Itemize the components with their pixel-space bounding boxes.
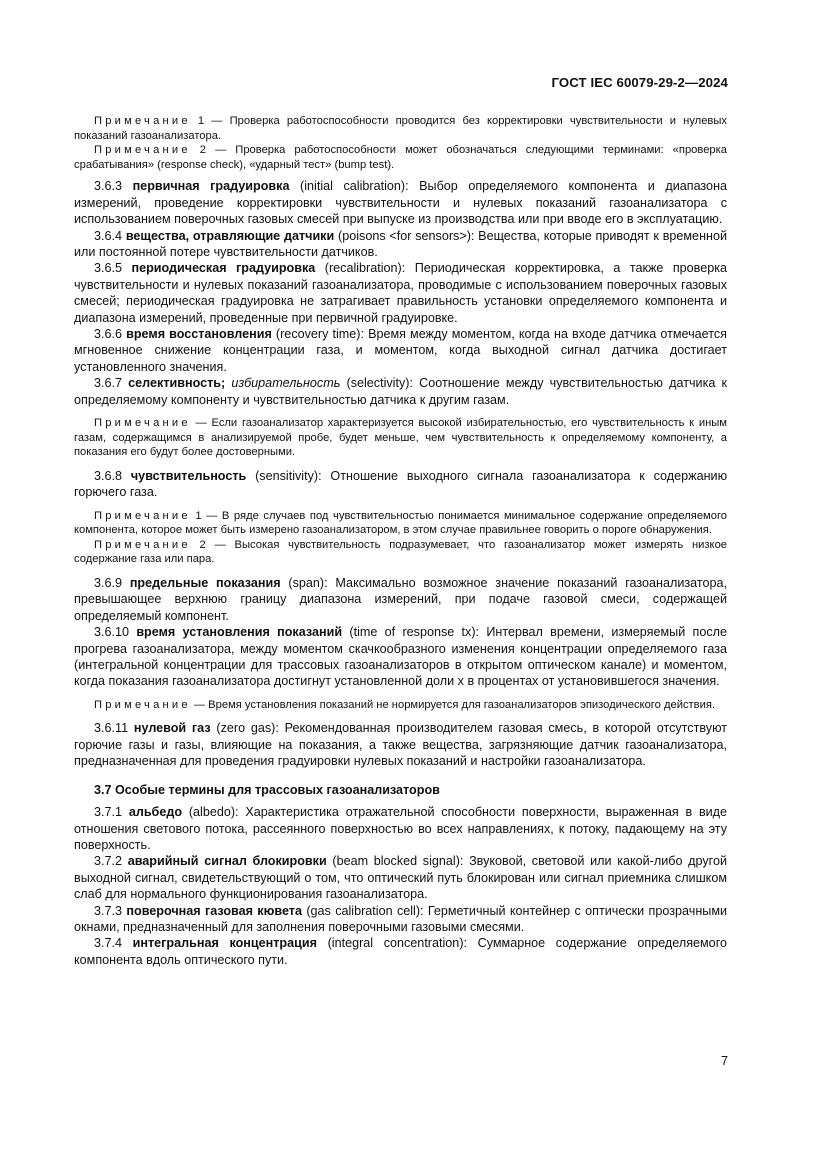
notes-top (74, 114, 727, 172)
page-number: 7 (720, 1054, 728, 1068)
term-name: предельные показания (129, 576, 281, 591)
note-367 (74, 416, 727, 460)
term-368 (74, 468, 727, 501)
terms-group-c (74, 804, 727, 968)
term-paragraph: 3.6.9 предельные показания (span): Максимально возможное значение показаний газоанализатора, превышающее верхнюю границу диапазона измерений, при подаче газовой смеси, содержащей определяемый компонент. (74, 576, 728, 623)
term-name: первичная градуировка (132, 179, 290, 194)
note-label: Примечание (94, 417, 191, 430)
term-name: селективность; (128, 376, 226, 391)
note-label: Примечание (94, 144, 191, 157)
term-paragraph: 3.7.1 альбедо (albedo): Характеристика отражательной способности поверхности, выраженная в виде отношения светового потока, рассеянного поверхностью во всех направлениях, к потоку, падающему на эту поверхность. (74, 805, 728, 852)
note-label: Примечание (94, 538, 191, 551)
page-content (74, 114, 727, 968)
section-heading: 3.7 Особые термины для трассовых газоанализаторов (94, 782, 440, 797)
term-paragraph: 3.6.6 время восстановления (recovery time): Время между моментом, когда на входе датчика отмечается мгновенное снижение концентрации газа, и моментом, когда выходной сигнал датчика достигает установленного значения. (74, 327, 727, 374)
term-paragraph: 3.6.10 время установления показаний (time of response tx): Интервал времени, измеряемый после прогрева газоанализатора, между моментом скачкообразного изменения концентрации определяемого газа (интегральной концентрации для трассовых газоанализаторов в открытом оптическом канале) и моментом, когда показания газоанализатора достигнут установленной доли x в процентах от установившегося значения. (74, 625, 727, 689)
term-name: чувствительность (130, 468, 247, 483)
term-name: интегральная концентрация (132, 936, 317, 951)
note-label: Примечание (94, 509, 191, 522)
term-3611 (74, 720, 727, 769)
terms-group-a (74, 178, 727, 408)
note: Примечание — Время установления показаний не нормируется для газоанализаторов эпизодического действия. (94, 698, 716, 711)
term-name: время восстановления (126, 327, 272, 342)
note: Примечание — Если газоанализатор характеризуется высокой избирательностью, его чувствительность к иным газам, содержащимся в анализируемой пробе, будет меньше, чем чувствительность к определяемому компоненту, а показания его будут более достоверными. (74, 417, 727, 459)
term-paragraph: 3.6.4 вещества, отравляющие датчики (poisons <for sensors>): Вещества, которые приводят к временной или постоянной потере чувствительности датчиков. (74, 228, 728, 259)
term-paragraph: 3.6.7 селективность; избирательность (selectivity): Соотношение между чувствительностью датчика к определяемому компоненту и чувствительностью датчика к другим газам. (74, 376, 728, 407)
term-name: аварийный сигнал блокировки (127, 854, 327, 869)
term-name: нулевой газ (133, 721, 211, 736)
term-alt-name: избирательность (231, 376, 341, 391)
term-name: поверочная газовая кювета (126, 903, 302, 918)
term-paragraph: 3.6.11 нулевой газ (zero gas): Рекомендованная производителем газовая смесь, в которой отсутствуют горючие газы и газы, влияющие на показания, а также вещества, загрязняющие датчик газоанализатора, предназначенная для проведения градуировки нулевых показаний и настройки газоанализатора. (74, 721, 728, 769)
term-name: вещества, отравляющие датчики (125, 228, 335, 243)
terms-group-b (74, 575, 727, 690)
term-paragraph: 3.7.4 интегральная концентрация (integral concentration): Суммарное содержание определяемого компонента вдоль оптического пути. (74, 936, 728, 967)
term-paragraph: 3.7.2 аварийный сигнал блокировки (beam blocked signal): Звуковой, световой или какой-либо другой выходной сигнал, свидетельствующий о том, что оптический путь блокирован или сигнал приемника слишком слаб для нормального функционирования газоанализатора. (74, 854, 727, 902)
term-name: время установления показаний (136, 625, 343, 640)
note: Примечание 2 — Проверка работоспособности может обозначаться следующими терминами: «проверка срабатывания» (response check), «ударный тест» (bump test). (74, 144, 728, 171)
term-paragraph: 3.7.3 поверочная газовая кювета (gas calibration cell): Герметичный контейнер с оптически прозрачными окнами, предназначенный для заполнения поверочными газовыми смесями. (74, 903, 728, 934)
document-header-id: ГОСТ IEC 60079-29-2—2024 (551, 75, 728, 90)
note: Примечание 1 — Проверка работоспособности проводится без корректировки чувствительности и нулевых показаний газоанализатора. (74, 115, 728, 142)
note-label: Примечание (94, 698, 191, 711)
note-label: Примечание (94, 115, 191, 127)
term-paragraph: 3.6.3 первичная градуировка (initial calibration): Выбор определяемого компонента и диапазона измерений, проведение корректировки чувствительности и нулевых показаний газоанализатора с использованием поверочных газовых смесей при выпуске из производства или при вводе его в эксплуатацию. (74, 179, 728, 227)
notes-368 (74, 509, 727, 567)
term-name: периодическая градуировка (131, 261, 316, 276)
term-paragraph: 3.6.5 периодическая градуировка (recalibration): Периодическая корректировка, а также проверка чувствительности и нулевых показаний газоанализатора, проводимые с использованием поверочных газовых смесей; периодическая градуировка не затрагивает правильность установки определяемого компонента и диапазона измерений, проведенные при первичной градуировке. (74, 261, 728, 325)
note: Примечание 2 — Высокая чувствительность подразумевает, что газоанализатор может измерять низкое содержание газа или пара. (74, 538, 728, 566)
note: Примечание 1 — В ряде случаев под чувствительностью понимается минимальное содержание определяемого компонента, которое может быть измерено газоанализатором, в этом случае правильнее говорить о пороге обнаружения. (74, 509, 728, 537)
note-3610 (74, 698, 727, 713)
term-paragraph: 3.6.8 чувствительность (sensitivity): Отношение выходного сигнала газоанализатора к содержанию горючего газа. (74, 468, 728, 500)
term-name: альбедо (128, 805, 183, 820)
section-37 (74, 782, 727, 798)
